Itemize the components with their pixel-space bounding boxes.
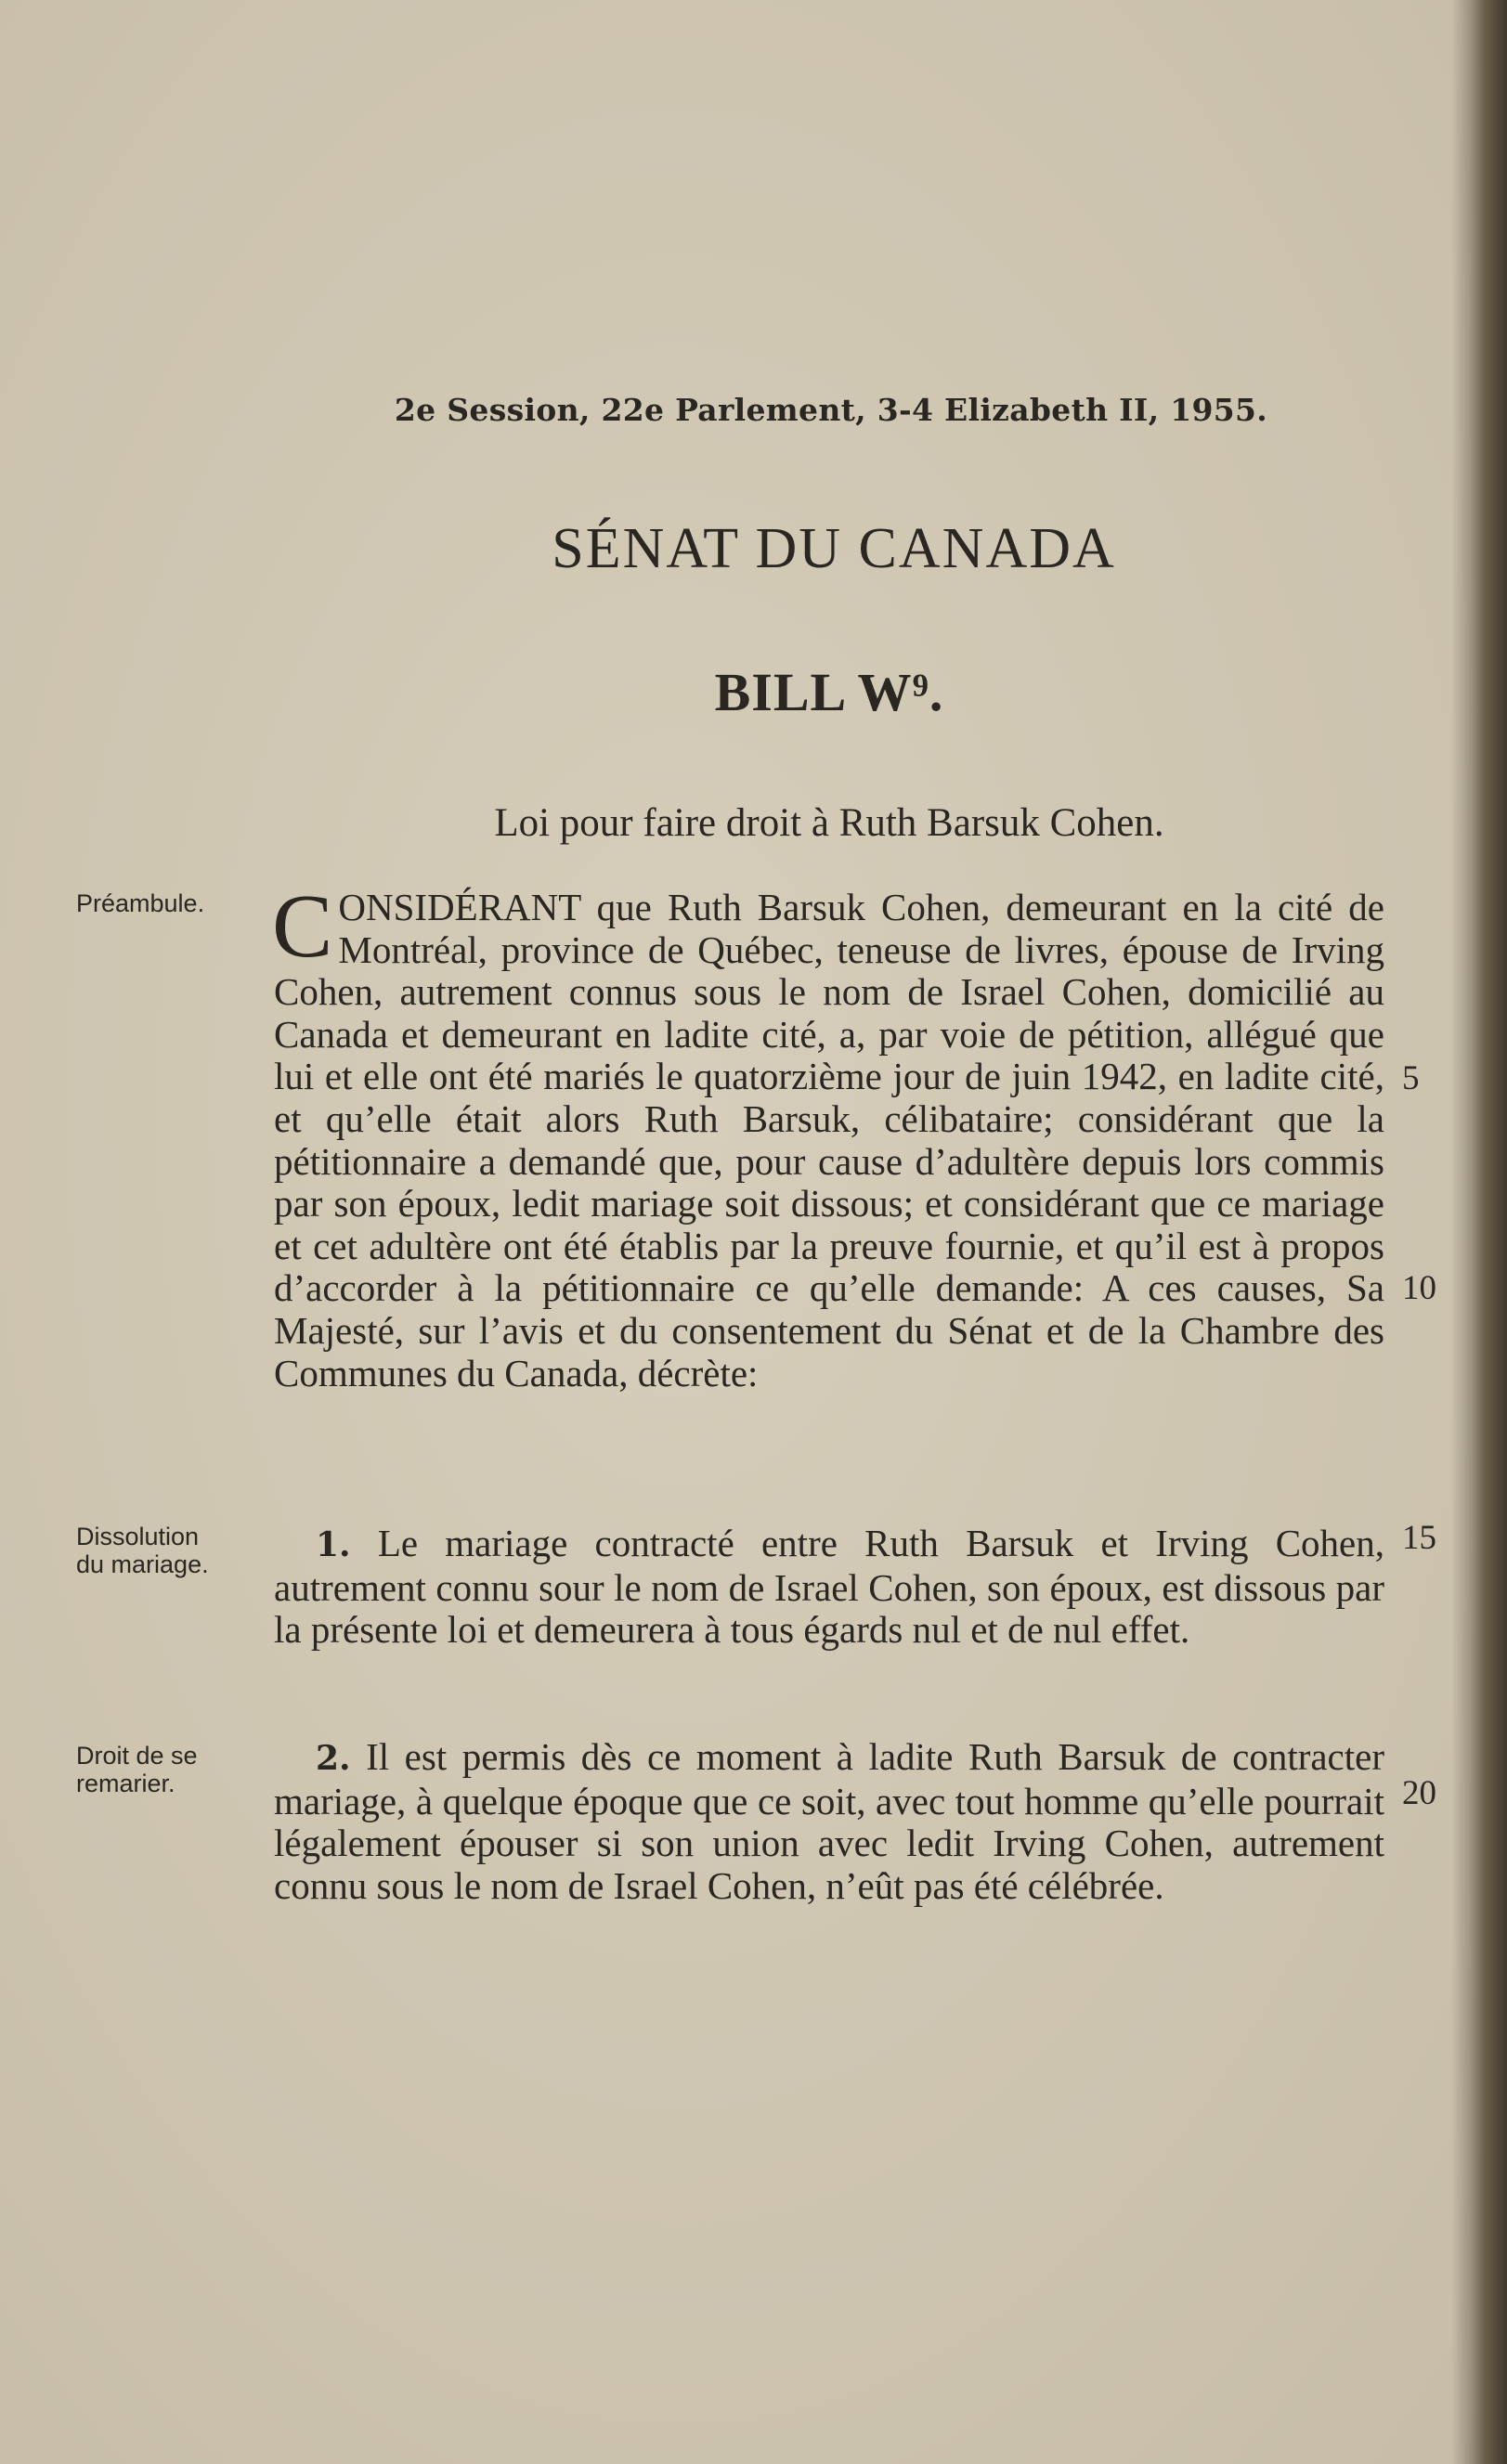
section-1-text: Le mariage contracté entre Ruth Barsuk et Irving Cohen, autrement connu sour le nom de Israel Cohen, son époux, est dissous par la présente loi et demeurera à tous égards nul et de nul effet. [274,1522,1385,1652]
line-number: 5 [1402,1059,1420,1097]
margin-note-preamble: Préambule. [76,889,205,917]
line-number: 15 [1402,1519,1436,1557]
preamble-text: ONSIDÉRANT que Ruth Barsuk Cohen, demeurant en la cité de Montréal, province de Québec, teneuse de livres, épouse de Irving Cohen, autrement connus sous le nom de Israel Cohen, domicilié au Canada et demeurant en ladite cité, a, par voie de pétition, allégué que lui et elle ont été mariés le quatorzième jour de juin 1942, en ladite cité, et qu’elle était alors Ruth Barsuk, célibataire; considérant que la pétitionnaire a demandé que, pour cause d’adultère depuis lors commis par son époux, ledit mariage soit dissous; et considérant que ce mariage et cet adultère ont été établis par la preuve fournie, et qu’il est à propos d’accorder à la pétitionnaire ce qu’elle demande: A ces causes, Sa Majesté, sur l’avis et du consentement du Sénat et de la Chambre des Communes du Canada, décrète: [274,886,1384,1394]
page-edge-shadow [1451,0,1507,2464]
margin-note-dissolution [76,1523,209,1578]
session-header: 2e Session, 22e Parlement, 3-4 Elizabeth II, 1955. [394,392,1268,428]
margin-note-dissolution-line2: du mariage. [76,1550,209,1578]
section-1 [274,1523,1384,1652]
bill-title: Loi pour faire droit à Ruth Barsuk Cohen. [494,801,1164,845]
margin-note-remarry-line2: remarier. [76,1770,175,1797]
senate-heading: SÉNAT DU CANADA [552,517,1116,580]
bill-number: BILL W⁹. [714,662,944,722]
preamble-paragraph [272,876,1384,1394]
margin-note-remarry [76,1742,198,1797]
section-1-number: 1. [316,1525,351,1564]
line-number: 20 [1402,1774,1436,1812]
line-number: 10 [1402,1269,1436,1307]
margin-note-dissolution-line1: Dissolution [76,1523,200,1550]
drop-cap: C [272,876,333,977]
section-2-number: 2. [316,1739,351,1778]
section-2 [274,1736,1384,1907]
margin-note-remarry-line1: Droit de se [76,1742,198,1770]
section-2-text: Il est permis dès ce moment à ladite Ruth Barsuk de contracter mariage, à quelque époque que ce soit, avec tout homme qu’elle pourrait légalement épouser si son union avec ledit Irving Cohen, autrement connu sous le nom de Israel Cohen, n’eût pas été célébrée. [274,1735,1384,1907]
